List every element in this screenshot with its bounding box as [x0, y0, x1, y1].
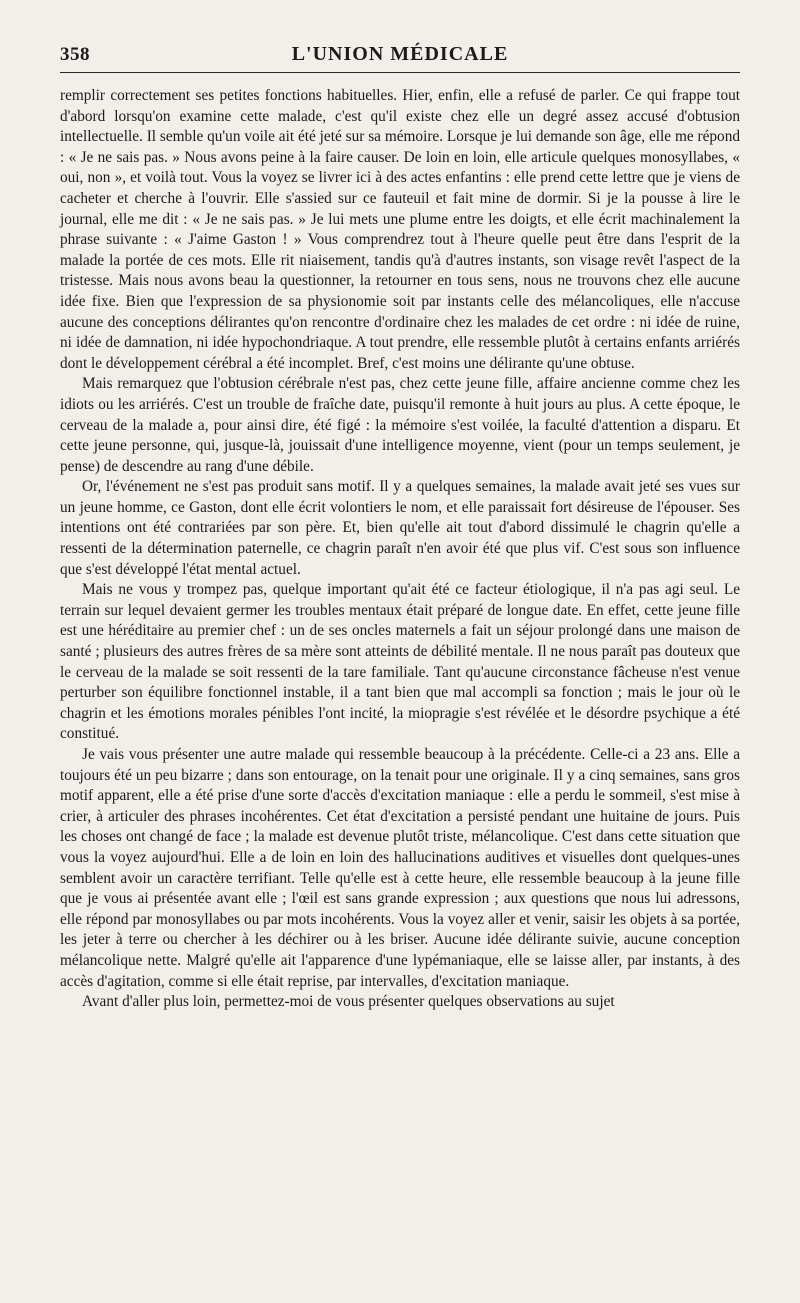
paragraph: Mais ne vous y trompez pas, quelque important qu'ait été ce facteur étiologique, il n'a pas agi seul. Le terrain sur lequel devaient germer les troubles mentaux était préparé de longue date. En effet, cette jeune fille est une héréditaire au premier chef : un de ses oncles maternels a fait un séjour prolongé dans une maison de santé ; plusieurs des autres frères de sa mère sont atteints de débilité mentale. Il ne nous paraît pas douteux que le cerveau de la malade se soit ressenti de la tare familiale. Tant qu'aucune circonstance fâcheuse n'est venue perturber son équilibre fonctionnel instable, il a tant bien que mal accompli sa fonction ; mais le jour où le chagrin et les émotions morales pénibles l'ont incité, la miopragie s'est révélée et le désordre psychique a été constitué.	[60, 581, 740, 743]
paragraph: Or, l'événement ne s'est pas produit sans motif. Il y a quelques semaines, la malade avait jeté ses vues sur un jeune homme, ce Gaston, dont elle écrit volontiers le nom, et elle paraissait fort désireuse de l'épouser. Ses intentions ont été contrariées par son père. Et, bien qu'elle ait tout d'abord dissimulé le chagrin qu'elle a ressenti de la détermination paternelle, ce chagrin paraît n'en avoir été que plus vif. C'est sous son influence que s'est développé l'état mental actuel.	[60, 478, 740, 578]
page-number: 358	[60, 44, 90, 65]
paragraph-continuation: remplir correctement ses petites fonctions habituelles. Hier, enfin, elle a refusé de parler. Ce qui frappe tout d'abord lorsqu'on examine cette malade, c'est qu'il existe chez elle un degré assez accusé d'obtusion intellectuelle. Il semble qu'un voile ait été jeté sur sa mémoire. Lorsque je lui demande son âge, elle me répond : « Je ne sais pas. » Nous avons peine à la faire causer. De loin en loin, elle articule quelques monosyllabes, « oui, non », et voilà tout. Vous la voyez se livrer ici à des actes enfantins : elle prend cette lettre que je viens de cacheter et cherche à l'ouvrir. Elle s'assied sur ce fauteuil et fait mine de dormir. Si je la pousse à lire le journal, elle me dit : « Je ne sais pas. » Je lui mets une plume entre les doigts, et elle écrit machinalement la phrase suivante : « J'aime Gaston ! » Vous comprendrez tout à l'heure quelle peut être dans l'esprit de la malade la portée de ces mots. Elle rit niaisement, tandis qu'à d'autres instants, son visage revêt l'aspect de la tristesse. Mais nous avons beau la questionner, la retourner en tous sens, nous ne trouvons chez elle aucune idée fixe. Bien que l'expression de sa physionomie soit par instants celle des mélancoliques, elle n'accuse aucune des conceptions délirantes qu'on rencontre d'ordinaire chez les malades de cet ordre : ni idée de ruine, ni idée de damnation, ni idée hypochondriaque. A tout prendre, elle ressemble plutôt à certains enfants arriérés dont le développement cérébral a été incomplet. Bref, c'est moins une délirante qu'une obtuse.	[60, 87, 740, 372]
header-rule	[60, 72, 740, 73]
body-text	[60, 86, 740, 1013]
paragraph: Mais remarquez que l'obtusion cérébrale n'est pas, chez cette jeune fille, affaire ancienne comme chez les idiots ou les arriérés. C'est un trouble de fraîche date, puisqu'il remonte à huit jours au plus. A cette époque, le cerveau de la malade a, pour ainsi dire, été figé : la mémoire s'est voilée, la faculté d'attention a disparu. Et cette jeune personne, qui, jusque-là, jouissait d'une intelligence moyenne, vient (pour un temps seulement, je pense) de descendre au rang d'une débile.	[60, 375, 740, 475]
paragraph: Je vais vous présenter une autre malade qui ressemble beaucoup à la précédente. Celle-ci a 23 ans. Elle a toujours été un peu bizarre ; dans son entourage, on la tenait pour une originale. Il y a cinq semaines, sans gros motif apparent, elle a été prise d'une sorte d'accès d'excitation maniaque : elle a perdu le sommeil, s'est mise à crier, à articuler des phrases incohérentes. Cet état d'excitation a persisté pendant une huitaine de jours. Puis les choses ont changé de face ; la malade est devenue plutôt triste, mélancolique. C'est dans cette situation que vous la voyez aujourd'hui. Elle a de loin en loin des hallucinations auditives et visuelles dont quelques-unes semblent avoir un caractère terrifiant. Telle qu'elle est à cette heure, elle ressemble beaucoup à la jeune fille que je vous ai présentée avant elle ; l'œil est sans grande expression ; aux questions que nous lui adressons, elle répond par monosyllabes ou par mots incohérents. Vous la voyez aller et venir, saisir les objets à sa portée, les jeter à terre ou chercher à les déchirer ou à les briser. Aucune idée délirante suivie, aucune conception mélancolique nette. Malgré qu'elle ait l'apparence d'une lypémaniaque, elle se laisse aller, par instants, à des accès d'agitation, comme si elle était reprise, par intervalles, d'excitation maniaque.	[60, 746, 740, 990]
paragraph: Avant d'aller plus loin, permettez-moi de vous présenter quelques observations au sujet	[82, 993, 615, 1011]
running-header	[60, 38, 740, 72]
journal-title: L'UNION MÉDICALE	[291, 43, 509, 65]
